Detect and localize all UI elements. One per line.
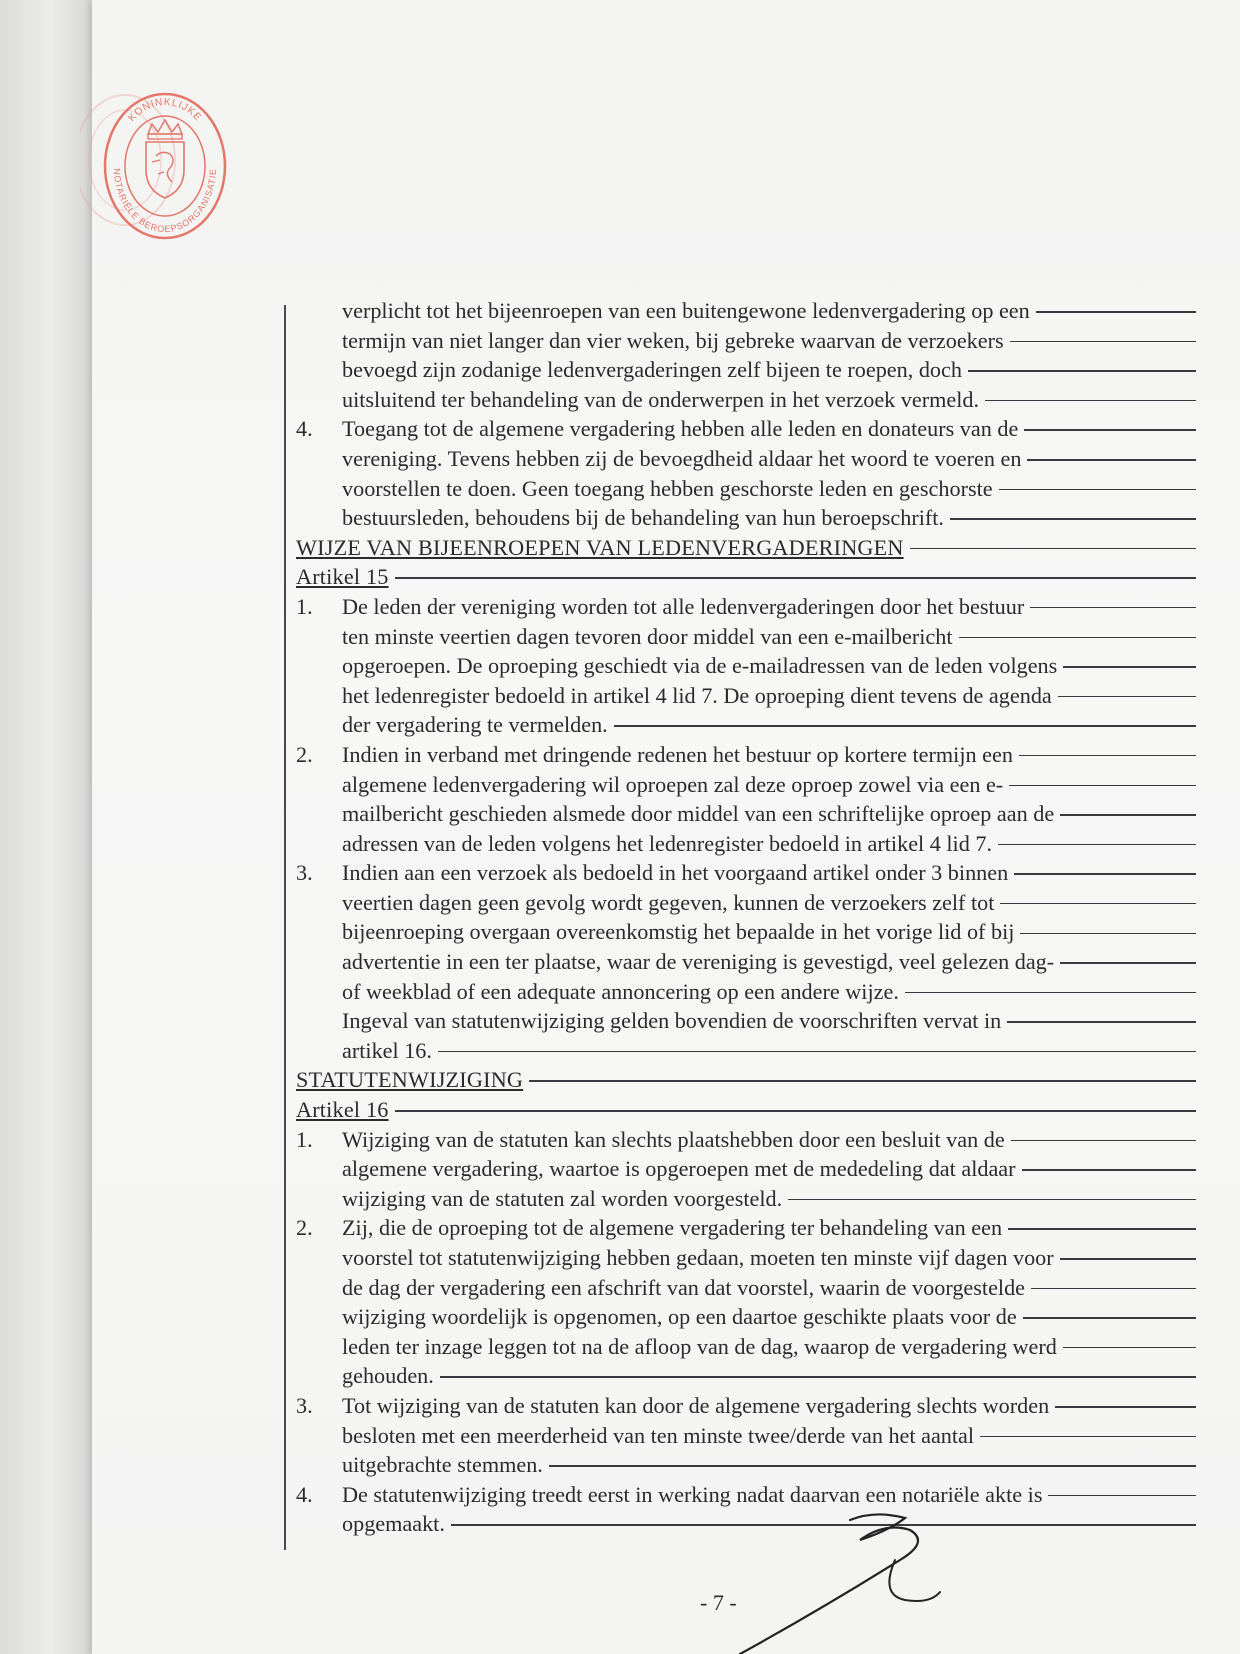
text-line <box>296 444 1196 474</box>
line-filler-rule <box>1019 755 1196 757</box>
line-filler-rule <box>1060 1258 1196 1260</box>
text-line <box>296 829 1196 859</box>
line-text: algemene vergadering, waartoe is opgeroepen met de mededeling dat aldaar <box>342 1156 1016 1182</box>
seal-top-text: KONINKLIJKE <box>126 96 204 124</box>
line-filler-rule <box>1027 459 1196 461</box>
line-filler-rule <box>1060 814 1196 816</box>
line-filler-rule <box>1008 1228 1196 1230</box>
line-text: algemene ledenvergadering wil oproepen zal deze oproep zowel via een e- <box>342 771 1004 797</box>
line-filler-rule <box>1014 873 1196 875</box>
text-line <box>296 474 1196 504</box>
item-number: 1. <box>296 1126 313 1152</box>
line-filler-rule <box>1007 1021 1196 1023</box>
text-line <box>296 1125 1196 1155</box>
statute-text-body <box>296 296 1196 1539</box>
text-line <box>296 1154 1196 1184</box>
text-line <box>296 651 1196 681</box>
text-line <box>296 355 1196 385</box>
line-text: besloten met een meerderheid van ten minste twee/derde van het aantal <box>342 1422 975 1448</box>
line-text: termijn van niet langer dan vier weken, bij gebreke waarvan de verzoekers <box>342 327 1004 353</box>
line-filler-rule <box>395 577 1196 579</box>
text-line <box>296 1361 1196 1391</box>
text-line <box>296 1006 1196 1036</box>
text-line <box>296 1213 1196 1243</box>
section-heading: Artikel 15 <box>296 564 389 590</box>
section-heading-line <box>296 1065 1196 1095</box>
text-line <box>296 414 1196 444</box>
line-text: Indien in verband met dringende redenen het bestuur op kortere termijn een <box>342 741 1013 767</box>
line-text: Wijziging van de statuten kan slechts plaatshebben door een besluit van de <box>342 1126 1005 1152</box>
line-text: Tot wijziging van de statuten kan door de algemene vergadering slechts worden <box>342 1392 1050 1418</box>
line-filler-rule <box>985 400 1196 402</box>
handwritten-signature <box>700 1500 1000 1654</box>
line-text: Toegang tot de algemene vergadering hebben alle leden en donateurs van de <box>342 416 1019 442</box>
text-line <box>296 858 1196 888</box>
text-line <box>296 1421 1196 1451</box>
line-text: opgemaakt. <box>342 1511 445 1537</box>
text-line <box>296 888 1196 918</box>
line-filler-rule <box>1063 666 1196 668</box>
line-text: wijziging van de statuten zal worden voorgesteld. <box>342 1185 783 1211</box>
line-text: uitsluitend ter behandeling van de onderwerpen in het verzoek vermeld. <box>342 386 980 412</box>
line-text: De statutenwijziging treedt eerst in werking nadat daarvan een notariële akte is <box>342 1481 1043 1507</box>
text-line <box>296 799 1196 829</box>
page-number: - 7 - <box>700 1590 737 1615</box>
line-text: veertien dagen geen gevolg wordt gegeven, kunnen de verzoekers zelf tot <box>342 889 995 915</box>
line-filler-rule <box>1023 1317 1196 1319</box>
line-filler-rule <box>529 1080 1196 1082</box>
line-filler-rule <box>440 1376 1196 1378</box>
line-filler-rule <box>1024 429 1196 431</box>
line-filler-rule <box>788 1199 1196 1201</box>
text-line <box>296 770 1196 800</box>
line-filler-rule <box>1030 607 1196 609</box>
line-text: bevoegd zijn zodanige ledenvergaderingen zelf bijeen te roepen, doch <box>342 357 962 383</box>
text-line <box>296 710 1196 740</box>
line-filler-rule <box>968 370 1196 372</box>
section-heading: STATUTENWIJZIGING <box>296 1067 524 1093</box>
line-text: ten minste veertien dagen tevoren door middel van een e-mailbericht <box>342 623 953 649</box>
line-filler-rule <box>1010 341 1196 343</box>
line-filler-rule <box>1011 1140 1196 1142</box>
line-filler-rule <box>910 548 1196 550</box>
text-line <box>296 1450 1196 1480</box>
line-filler-rule <box>980 1436 1196 1438</box>
line-text: uitgebrachte stemmen. <box>342 1452 543 1478</box>
line-filler-rule <box>1048 1495 1196 1497</box>
line-text: verplicht tot het bijeenroepen van een buitengewone ledenvergadering op een <box>342 298 1030 323</box>
line-filler-rule <box>950 518 1196 520</box>
text-line <box>296 740 1196 770</box>
text-line <box>296 622 1196 652</box>
text-line <box>296 947 1196 977</box>
text-line <box>296 1036 1196 1066</box>
line-text: artikel 16. <box>342 1037 432 1063</box>
line-text: leden ter inzage leggen tot na de afloop van de dag, waarop de vergadering werd <box>342 1333 1057 1359</box>
line-filler-rule <box>438 1051 1196 1053</box>
line-text: bestuursleden, behoudens bij de behandeling van hun beroepschrift. <box>342 505 944 531</box>
line-filler-rule <box>1036 311 1196 313</box>
section-heading: Artikel 16 <box>296 1097 389 1123</box>
text-line <box>296 977 1196 1007</box>
item-number: 1. <box>296 593 313 619</box>
section-heading-line <box>296 1095 1196 1125</box>
line-text: of weekblad of een adequate annoncering op een andere wijze. <box>342 978 899 1004</box>
line-text: wijziging woordelijk is opgenomen, op een daartoe geschikte plaats voor de <box>342 1304 1017 1330</box>
section-heading-line <box>296 562 1196 592</box>
line-filler-rule <box>1020 933 1196 935</box>
seal-bottom-text: NOTARIËLE BEROEPSORGANISATIE <box>111 168 219 235</box>
line-filler-rule <box>1022 1169 1196 1171</box>
text-line <box>296 503 1196 533</box>
line-text: opgeroepen. De oproeping geschiedt via de e-mailadressen van de leden volgens <box>342 653 1058 679</box>
line-text: Indien aan een verzoek als bedoeld in het voorgaand artikel onder 3 binnen <box>342 860 1009 886</box>
text-line <box>296 326 1196 356</box>
line-text: voorstel tot statutenwijziging hebben gedaan, moeten ten minste vijf dagen voor <box>342 1245 1054 1270</box>
text-line <box>296 917 1196 947</box>
item-number: 4. <box>296 416 313 442</box>
section-heading: WIJZE VAN BIJEENROEPEN VAN LEDENVERGADERINGEN <box>296 534 904 560</box>
item-number: 3. <box>296 1392 313 1418</box>
line-text: gehouden. <box>342 1363 434 1389</box>
line-text: advertentie in een ter plaatse, waar de vereniging is gevestigd, veel gelezen dag- <box>342 949 1055 975</box>
text-line <box>296 1243 1196 1273</box>
line-filler-rule <box>998 844 1196 846</box>
line-filler-rule <box>1055 1406 1196 1408</box>
left-margin-rule <box>284 305 286 1550</box>
line-text: mailbericht geschieden alsmede door middel van een schriftelijke oproep aan de <box>342 801 1055 827</box>
text-line <box>296 1332 1196 1362</box>
item-number: 2. <box>296 741 313 767</box>
text-line <box>296 1302 1196 1332</box>
line-text: vereniging. Tevens hebben zij de bevoegdheid aldaar het woord te voeren en <box>342 445 1022 471</box>
binder-strip <box>0 0 92 1654</box>
line-filler-rule <box>1058 696 1196 698</box>
text-line <box>296 1391 1196 1421</box>
line-filler-rule <box>395 1110 1196 1112</box>
text-line <box>296 681 1196 711</box>
notary-seal-icon <box>100 90 230 240</box>
line-filler-rule <box>1063 1347 1196 1349</box>
text-line <box>296 592 1196 622</box>
line-text: Ingeval van statutenwijziging gelden bovendien de voorschriften vervat in <box>342 1008 1002 1034</box>
text-line <box>296 1184 1196 1214</box>
line-filler-rule <box>1009 785 1196 787</box>
line-filler-rule <box>905 992 1196 994</box>
line-filler-rule <box>999 489 1196 491</box>
line-text: het ledenregister bedoeld in artikel 4 lid 7. De oproeping dient tevens de agenda <box>342 682 1052 708</box>
line-text: De leden der vereniging worden tot alle ledenvergaderingen door het bestuur <box>342 593 1025 619</box>
line-filler-rule <box>959 637 1196 639</box>
line-filler-rule <box>614 725 1196 727</box>
text-line <box>296 1273 1196 1303</box>
line-filler-rule <box>549 1465 1196 1467</box>
line-text: der vergadering te vermelden. <box>342 712 608 738</box>
line-text: bijeenroeping overgaan overeenkomstig het bepaalde in het vorige lid of bij <box>342 919 1015 945</box>
item-number: 3. <box>296 860 313 886</box>
line-text: de dag der vergadering een afschrift van dat voorstel, waarin de voorgestelde <box>342 1274 1026 1300</box>
line-filler-rule <box>1060 962 1196 964</box>
text-line <box>296 296 1196 326</box>
line-filler-rule <box>1031 1288 1196 1290</box>
item-number: 4. <box>296 1481 313 1507</box>
section-heading-line <box>296 533 1196 563</box>
line-filler-rule <box>1000 903 1196 905</box>
item-number: 2. <box>296 1215 313 1241</box>
line-text: adressen van de leden volgens het ledenregister bedoeld in artikel 4 lid 7. <box>342 830 993 856</box>
line-text: voorstellen te doen. Geen toegang hebben geschorste leden en geschorste <box>342 475 993 501</box>
text-line <box>296 385 1196 415</box>
line-text: Zij, die de oproeping tot de algemene vergadering ter behandeling van een <box>342 1215 1003 1241</box>
